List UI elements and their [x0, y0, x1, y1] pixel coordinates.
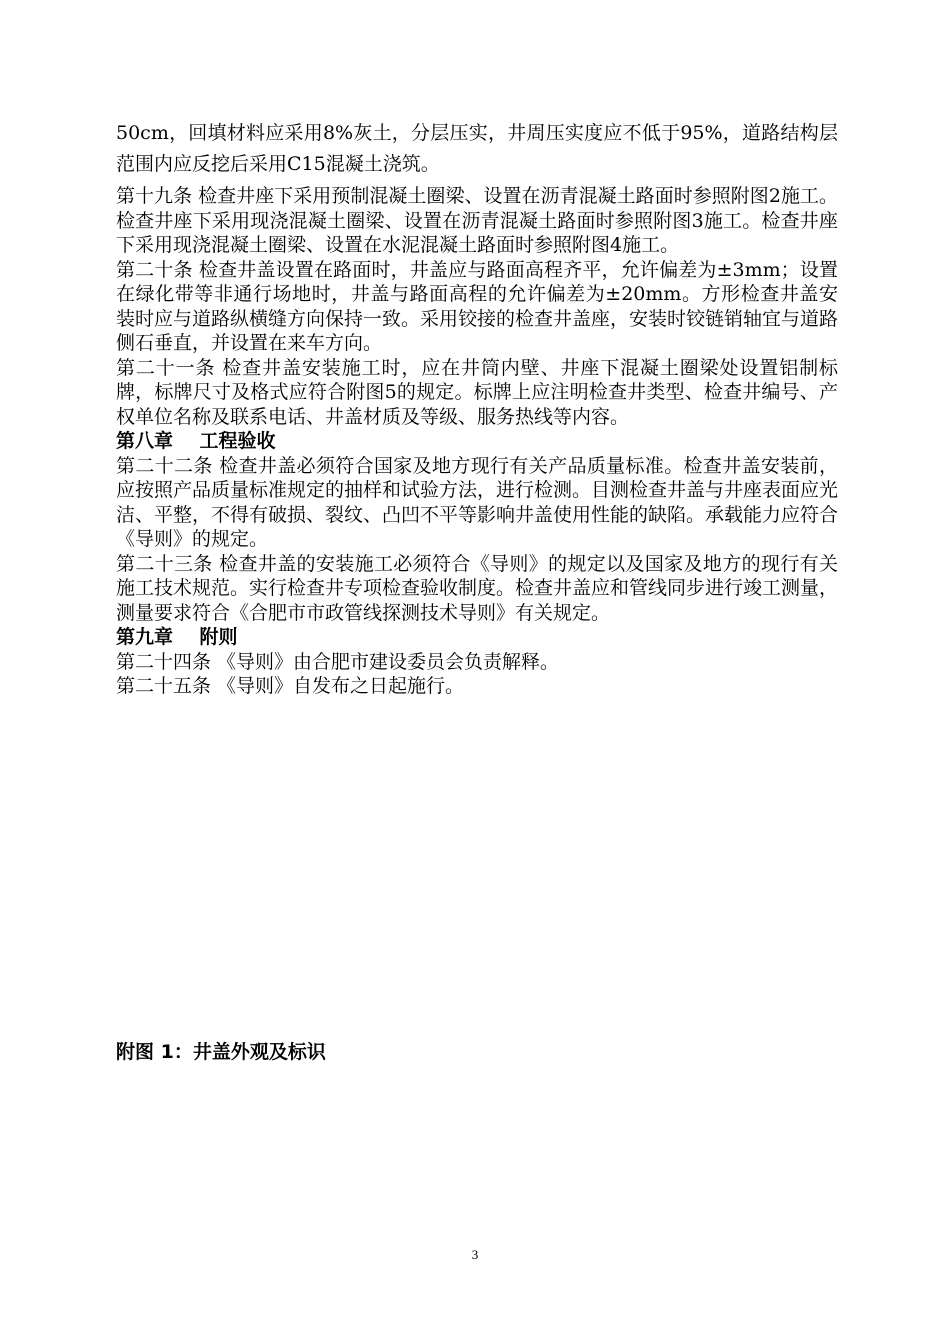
page-number: 3: [471, 1247, 479, 1262]
document-body: [116, 118, 838, 699]
figure-caption: 附图 1：井盖外观及标识: [116, 1041, 326, 1063]
article-20: 第二十条 检查井盖设置在路面时，井盖应与路面高程齐平，允许偏差为±3mm；设置在绿化带等非通行场地时，井盖与路面高程的允许偏差为±20mm。方形检查井盖安装时应与道路纵横缝方向保持一致。采用铰接的检查井盖座，安装时铰链销轴宜与道路侧石垂直，并设置在来车方向。: [116, 258, 839, 354]
article-22: 第二十二条 检查井盖必须符合国家及地方现行有关产品质量标准。检查井盖安装前，应按照产品质量标准规定的抽样和试验方法，进行检测。目测检查井盖与井座表面应光洁、平整，不得有破损、裂纹、凸凹不平等影响井盖使用性能的缺陷。承载能力应符合《导则》的规定。: [116, 454, 839, 550]
article-19: 第十九条 检查井座下采用预制混凝土圈梁、设置在沥青混凝土路面时参照附图2施工。检查井座下采用现浇混凝土圈梁、设置在沥青混凝土路面时参照附图3施工。检查井座下采用现浇混凝土圈梁、设置在水泥混凝土路面时参照附图4施工。: [116, 185, 838, 256]
chapter-9-heading: 第九章 附则: [116, 626, 238, 648]
chapter-8-heading: 第八章 工程验收: [116, 430, 276, 452]
article-21: 第二十一条 检查井盖安装施工时，应在井筒内壁、井座下混凝土圈梁处设置铝制标牌，标牌尺寸及格式应符合附图5的规定。标牌上应注明检查井类型、检查井编号、产权单位名称及联系电话、井盖材质及等级、服务热线等内容。: [116, 356, 838, 428]
article-24: 第二十四条 《导则》由合肥市建设委员会负责解释。: [116, 650, 560, 673]
article-23: 第二十三条 检查井盖的安装施工必须符合《导则》的规定以及国家及地方的现行有关施工技术规范。实行检查井专项检查验收制度。检查井盖应和管线同步进行竣工测量，测量要求符合《合肥市市政管线探测技术导则》有关规定。: [116, 552, 839, 624]
paragraph-backfill: 50cm，回填材料应采用8%灰土，分层压实，井周压实度应不低于95%，道路结构层范围内应反挖后采用C15混凝土浇筑。: [116, 122, 838, 175]
article-25: 第二十五条 《导则》自发布之日起施行。: [116, 675, 465, 697]
